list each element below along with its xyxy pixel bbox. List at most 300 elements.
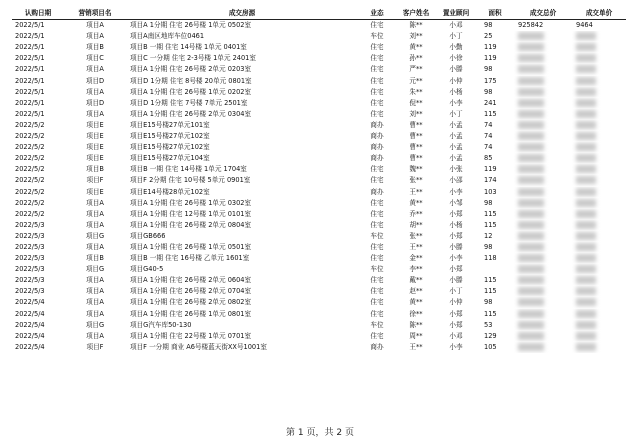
redacted-value (576, 232, 596, 240)
redacted-value (576, 188, 596, 196)
sales-sheet (12, 8, 626, 353)
cell-type: 商办 (370, 120, 384, 129)
redacted-value (576, 287, 596, 295)
cell-area: 98 (484, 65, 493, 74)
redacted-value (518, 77, 544, 85)
table-row (12, 131, 626, 142)
cell-area: 98 (484, 198, 493, 207)
table-row (12, 231, 626, 242)
cell-customer: 乔** (409, 209, 423, 218)
cell-total-price (514, 253, 572, 264)
cell-unit-price (572, 275, 626, 286)
cell-project: 项目E (86, 132, 104, 141)
redacted-value (576, 143, 596, 151)
cell-type: 住宅 (370, 43, 384, 52)
page-number: 第 1 页，共 2 页 (286, 428, 354, 438)
cell-date: 2022/5/4 (15, 320, 45, 329)
cell-area: 119 (484, 54, 497, 63)
table-row (12, 153, 626, 164)
redacted-value (576, 88, 596, 96)
cell-total-price (514, 297, 572, 308)
table-row (12, 98, 626, 109)
cell-date: 2022/5/2 (15, 209, 45, 218)
cell-type: 住宅 (370, 76, 384, 85)
cell-unit: 项目A南区地库车位0461 (130, 32, 205, 41)
header-unit: 成交房源 (126, 8, 358, 20)
cell-project: 项目G (85, 231, 105, 240)
redacted-value (576, 54, 596, 62)
cell-project: 项目G (85, 320, 105, 329)
cell-unit-price (572, 120, 626, 131)
redacted-value (518, 165, 544, 173)
cell-type: 住宅 (370, 309, 384, 318)
cell-date: 2022/5/3 (15, 254, 45, 263)
header-date: 认购日期 (12, 8, 64, 20)
cell-date: 2022/5/3 (15, 287, 45, 296)
table-row (12, 264, 626, 275)
table-body (12, 20, 626, 353)
cell-total-price (514, 242, 572, 253)
cell-agent: 小邹 (449, 198, 463, 207)
cell-customer: 曹** (409, 120, 423, 129)
cell-project: 项目F (86, 342, 104, 351)
redacted-value (518, 221, 544, 229)
redacted-value (518, 332, 544, 340)
redacted-value (518, 110, 544, 118)
table-row (12, 142, 626, 153)
redacted-value (518, 199, 544, 207)
cell-date: 2022/5/1 (15, 54, 45, 63)
cell-unit: 项目A 1分期 住宅 26号楼 2单元 0304室 (130, 109, 252, 118)
cell-total-price (514, 342, 572, 353)
table-row (12, 320, 626, 331)
cell-date: 2022/5/3 (15, 276, 45, 285)
header-project: 营销项目名 (64, 8, 126, 20)
redacted-value (576, 243, 596, 251)
cell-agent: 小郑 (449, 231, 463, 240)
redacted-value (576, 221, 596, 229)
cell-agent: 小郑 (449, 209, 463, 218)
redacted-value (518, 43, 544, 51)
cell-customer: 曹** (409, 143, 423, 152)
cell-unit: 项目D 1分期 住宅 8号楼 20单元 0801室 (130, 76, 252, 85)
cell-total-price (514, 286, 572, 297)
cell-date: 2022/5/3 (15, 231, 45, 240)
cell-customer: 胡** (409, 220, 423, 229)
cell-unit: 项目A 1分期 住宅 26号楼 1单元 0302室 (130, 198, 252, 207)
cell-project: 项目B (86, 165, 104, 174)
redacted-value (576, 254, 596, 262)
cell-total-price (514, 109, 572, 120)
redacted-value (518, 176, 544, 184)
cell-total-price (514, 53, 572, 64)
cell-customer: 曹** (409, 132, 423, 141)
cell-agent: 小杨 (449, 87, 463, 96)
cell-customer: 倪** (409, 98, 423, 107)
cell-unit: 项目A 1分期 住宅 26号楼 2单元 0203室 (130, 65, 252, 74)
redacted-value (518, 32, 544, 40)
redacted-value (576, 165, 596, 173)
cell-project: 项目A (86, 198, 104, 207)
cell-project: 项目A (86, 276, 104, 285)
cell-area: 115 (484, 287, 497, 296)
cell-total-price (514, 175, 572, 186)
cell-agent: 小仲 (449, 76, 463, 85)
table-row (12, 175, 626, 186)
cell-project: 项目A (86, 32, 104, 41)
redacted-value (518, 210, 544, 218)
cell-total-price (514, 42, 572, 53)
cell-area: 115 (484, 220, 497, 229)
cell-date: 2022/5/2 (15, 165, 45, 174)
table-row (12, 198, 626, 209)
cell-date: 2022/5/1 (15, 98, 45, 107)
cell-unit-price (572, 175, 626, 186)
cell-agent: 小李 (449, 187, 463, 196)
table-row (12, 31, 626, 42)
redacted-value (576, 310, 596, 318)
cell-date: 2022/5/3 (15, 242, 45, 251)
cell-unit-price (572, 231, 626, 242)
cell-date: 2022/5/2 (15, 120, 45, 129)
cell-unit-price (572, 64, 626, 75)
table-row (12, 220, 626, 231)
cell-project: 项目E (86, 154, 104, 163)
redacted-value (518, 65, 544, 73)
cell-area: 115 (484, 276, 497, 285)
cell-area: 25 (484, 32, 493, 41)
cell-unit: 项目E15号楼27单元102室 (130, 132, 210, 141)
cell-project: 项目A (86, 87, 104, 96)
cell-customer: 徐** (409, 309, 423, 318)
cell-agent: 小杨 (449, 220, 463, 229)
cell-customer: 王** (409, 242, 423, 251)
cell-area: 98 (484, 21, 493, 30)
cell-total-price (514, 309, 572, 320)
cell-project: 项目G (85, 265, 105, 274)
cell-area: 105 (484, 342, 497, 351)
cell-customer: 张** (409, 176, 423, 185)
cell-unit-price (572, 331, 626, 342)
cell-type: 住宅 (370, 287, 384, 296)
cell-area: 103 (484, 187, 497, 196)
cell-unit-price (572, 164, 626, 175)
redacted-value (576, 210, 596, 218)
cell-project: 项目D (85, 98, 105, 107)
redacted-value (576, 110, 596, 118)
cell-unit-price (572, 242, 626, 253)
cell-project: 项目F (86, 176, 104, 185)
table-row (12, 76, 626, 87)
table-row (12, 342, 626, 353)
cell-date: 2022/5/1 (15, 21, 45, 30)
cell-type: 住宅 (370, 65, 384, 74)
cell-type: 住宅 (370, 21, 384, 30)
cell-type: 住宅 (370, 54, 384, 63)
cell-unit: 项目E15号楼27单元104室 (130, 154, 210, 163)
cell-unit-price (572, 187, 626, 198)
table-row (12, 275, 626, 286)
cell-type: 住宅 (370, 220, 384, 229)
cell-area: 174 (484, 176, 497, 185)
table-row (12, 209, 626, 220)
redacted-value (576, 99, 596, 107)
cell-agent: 小孟 (449, 132, 463, 141)
cell-unit-price (572, 31, 626, 42)
table-row (12, 64, 626, 75)
cell-unit-price (572, 320, 626, 331)
cell-project: 项目A (86, 331, 104, 340)
cell-unit-price (572, 309, 626, 320)
redacted-value (518, 188, 544, 196)
cell-type: 住宅 (370, 176, 384, 185)
cell-agent: 小邵 (449, 176, 463, 185)
cell-type: 住宅 (370, 87, 384, 96)
redacted-value (518, 88, 544, 96)
redacted-value (518, 143, 544, 151)
redacted-value (576, 132, 596, 140)
cell-unit: 项目E15号楼27单元102室 (130, 143, 210, 152)
cell-unit: 项目A 1分期 住宅 26号楼 2单元 0802室 (130, 298, 252, 307)
cell-project: 项目A (86, 287, 104, 296)
cell-agent: 小李 (449, 98, 463, 107)
cell-agent: 小李 (449, 254, 463, 263)
cell-customer: 戴** (409, 276, 423, 285)
cell-date: 2022/5/2 (15, 154, 45, 163)
cell-project: 项目C (86, 54, 104, 63)
cell-project: 项目B (86, 254, 104, 263)
table-row (12, 242, 626, 253)
redacted-value (576, 176, 596, 184)
cell-customer: 曹** (409, 154, 423, 163)
table-header-row (12, 8, 626, 20)
cell-unit: 项目A 1分期 住宅 26号楼 1单元 0502室 (130, 21, 252, 30)
cell-customer: 王** (409, 342, 423, 351)
cell-unit: 项目GB666 (130, 231, 166, 240)
cell-unit: 项目E14号楼28单元102室 (130, 187, 210, 196)
cell-customer: 黄** (409, 198, 423, 207)
redacted-value (576, 154, 596, 162)
cell-area: 118 (484, 254, 497, 263)
redacted-value (518, 54, 544, 62)
cell-agent: 小滕 (449, 242, 463, 251)
cell-date: 2022/5/3 (15, 265, 45, 274)
cell-area: 119 (484, 43, 497, 52)
cell-unit-price (572, 98, 626, 109)
cell-unit-price (572, 42, 626, 53)
cell-total-price (514, 87, 572, 98)
table-row (12, 309, 626, 320)
cell-type: 商办 (370, 154, 384, 163)
redacted-value (576, 43, 596, 51)
table-row (12, 20, 626, 32)
cell-customer: 陈** (409, 320, 423, 329)
cell-unit: 项目G40-5 (130, 265, 164, 274)
cell-agent: 小郑 (449, 320, 463, 329)
cell-unit-price (572, 87, 626, 98)
table-row (12, 253, 626, 264)
cell-unit: 项目A 1分期 住宅 12号楼 1单元 0101室 (130, 209, 252, 218)
cell-customer: 李** (409, 265, 423, 274)
redacted-value (576, 332, 596, 340)
cell-project: 项目A (86, 220, 104, 229)
cell-unit-price (572, 76, 626, 87)
cell-unit: 项目F 一分期 商业 A6号楼蓝天街XX号1001室 (130, 342, 267, 351)
cell-type: 车位 (370, 32, 384, 41)
cell-agent: 小滕 (449, 65, 463, 74)
cell-customer: 黄** (409, 43, 423, 52)
table-row (12, 87, 626, 98)
cell-date: 2022/5/1 (15, 109, 45, 118)
cell-date: 2022/5/2 (15, 187, 45, 196)
cell-agent: 小徐 (449, 54, 463, 63)
cell-customer: 朱** (409, 87, 423, 96)
redacted-value (518, 243, 544, 251)
cell-date: 2022/5/2 (15, 132, 45, 141)
cell-date: 2022/5/1 (15, 32, 45, 41)
redacted-value (576, 276, 596, 284)
cell-date: 2022/5/3 (15, 220, 45, 229)
header-area: 面积 (476, 8, 514, 20)
cell-area: 115 (484, 309, 497, 318)
cell-unit-price (572, 109, 626, 120)
cell-area: 53 (484, 320, 493, 329)
redacted-value (518, 99, 544, 107)
cell-agent: 小孟 (449, 143, 463, 152)
cell-project: 项目A (86, 209, 104, 218)
cell-area: 74 (484, 132, 493, 141)
table-row (12, 109, 626, 120)
cell-unit-price (572, 131, 626, 142)
cell-area: 98 (484, 242, 493, 251)
cell-area: 12 (484, 231, 493, 240)
cell-type: 住宅 (370, 242, 384, 251)
cell-total-price: 925842 (518, 21, 544, 30)
cell-unit-price (572, 264, 626, 275)
redacted-value (518, 298, 544, 306)
table-row (12, 187, 626, 198)
cell-unit: 项目G汽车库50-130 (130, 320, 192, 329)
table-row (12, 286, 626, 297)
table-row (12, 164, 626, 175)
cell-unit-price (572, 286, 626, 297)
cell-project: 项目A (86, 242, 104, 251)
cell-total-price (514, 120, 572, 131)
cell-type: 商办 (370, 187, 384, 196)
cell-type: 商办 (370, 143, 384, 152)
cell-date: 2022/5/1 (15, 87, 45, 96)
cell-unit: 项目B 一期 住宅 14号楼 1单元 1704室 (130, 165, 247, 174)
cell-date: 2022/5/1 (15, 65, 45, 74)
cell-date: 2022/5/1 (15, 43, 45, 52)
cell-unit-price (572, 53, 626, 64)
cell-unit: 项目E15号楼27单元101室 (130, 120, 210, 129)
cell-unit-price (572, 209, 626, 220)
redacted-value (576, 32, 596, 40)
cell-area: 129 (484, 331, 497, 340)
redacted-value (518, 154, 544, 162)
cell-customer: 金** (409, 254, 423, 263)
redacted-value (576, 199, 596, 207)
redacted-value (518, 254, 544, 262)
cell-customer: 刘** (409, 32, 423, 41)
cell-area: 175 (484, 76, 497, 85)
cell-total-price (514, 142, 572, 153)
cell-unit: 项目A 1分期 住宅 26号楼 1单元 0801室 (130, 309, 252, 318)
cell-unit-price (572, 253, 626, 264)
cell-area: 74 (484, 143, 493, 152)
cell-customer: 黄** (409, 298, 423, 307)
cell-agent: 小勤 (449, 43, 463, 52)
redacted-value (576, 343, 596, 351)
cell-area: 119 (484, 165, 497, 174)
cell-total-price (514, 275, 572, 286)
cell-area: 115 (484, 109, 497, 118)
cell-unit: 项目A 1分期 住宅 26号楼 1单元 0202室 (130, 87, 252, 96)
cell-total-price (514, 131, 572, 142)
cell-project: 项目A (86, 298, 104, 307)
cell-customer: 周** (409, 331, 423, 340)
cell-total-price (514, 331, 572, 342)
table-row (12, 120, 626, 131)
redacted-value (576, 321, 596, 329)
header-customer: 客户姓名 (396, 8, 436, 20)
cell-date: 2022/5/2 (15, 176, 45, 185)
cell-unit-price (572, 342, 626, 353)
cell-total-price (514, 187, 572, 198)
cell-date: 2022/5/4 (15, 298, 45, 307)
table-row (12, 53, 626, 64)
cell-total-price (514, 231, 572, 242)
cell-agent: 小丁 (449, 109, 463, 118)
cell-type: 商办 (370, 342, 384, 351)
cell-unit: 项目A 1分期 住宅 26号楼 2单元 0804室 (130, 220, 252, 229)
cell-unit: 项目A 1分期 住宅 26号楼 2单元 0704室 (130, 287, 252, 296)
cell-type: 住宅 (370, 276, 384, 285)
cell-customer: 王** (409, 187, 423, 196)
cell-project: 项目A (86, 21, 104, 30)
cell-type: 商办 (370, 132, 384, 141)
cell-unit: 项目F 2分期 住宅 10号楼 5单元 0901室 (130, 176, 251, 185)
redacted-value (518, 343, 544, 351)
cell-area (476, 264, 514, 275)
cell-unit-price (572, 198, 626, 209)
cell-agent: 小丁 (449, 287, 463, 296)
table-row (12, 331, 626, 342)
cell-agent: 小邓 (449, 21, 463, 30)
cell-agent: 小李 (449, 342, 463, 351)
cell-agent: 小孟 (449, 120, 463, 129)
cell-date: 2022/5/2 (15, 198, 45, 207)
cell-date: 2022/5/1 (15, 76, 45, 85)
cell-unit: 项目C 一分期 住宅 2-3号楼 1单元 2401室 (130, 54, 256, 63)
cell-area: 85 (484, 154, 493, 163)
cell-type: 住宅 (370, 165, 384, 174)
cell-unit: 项目A 1分期 住宅 26号楼 1单元 0501室 (130, 242, 252, 251)
cell-total-price (514, 153, 572, 164)
cell-date: 2022/5/2 (15, 143, 45, 152)
cell-customer: 刘** (409, 109, 423, 118)
cell-total-price (514, 220, 572, 231)
cell-area: 241 (484, 98, 497, 107)
cell-type: 住宅 (370, 198, 384, 207)
header-type: 业态 (358, 8, 396, 20)
sales-table (12, 8, 626, 353)
cell-total-price (514, 64, 572, 75)
cell-project: 项目E (86, 143, 104, 152)
redacted-value (518, 276, 544, 284)
cell-unit: 项目A 1分期 住宅 22号楼 1单元 0701室 (130, 331, 252, 340)
